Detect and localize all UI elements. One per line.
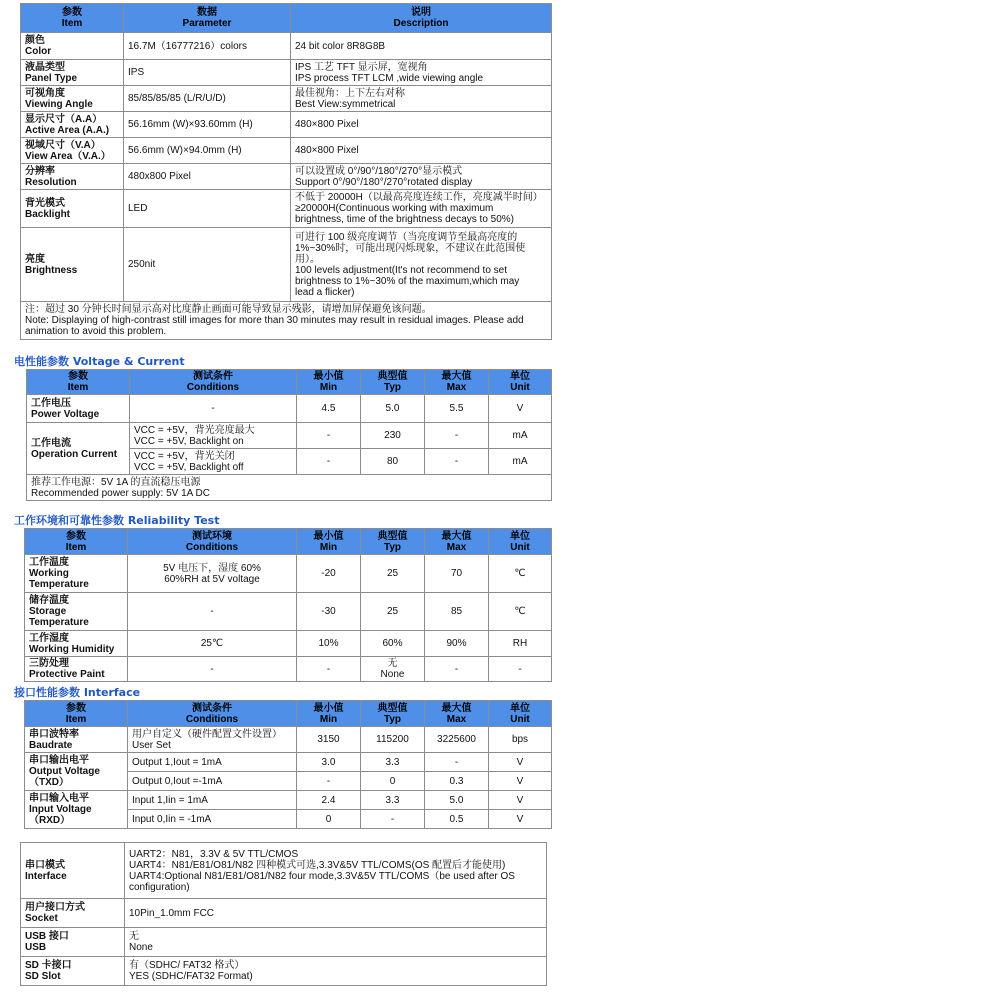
header-item: 参数 Item	[27, 370, 130, 395]
cell-cond: 25℃	[128, 631, 297, 657]
cell-max: -	[425, 423, 489, 449]
table-row	[21, 843, 547, 899]
cell-cond: VCC = +5V，背光亮度最大 VCC = +5V, Backlight on	[130, 423, 297, 449]
cell-cond: -	[130, 395, 297, 423]
cell-max: 70	[425, 555, 489, 593]
cell-unit: RH	[489, 631, 552, 657]
cell-unit: mA	[489, 423, 552, 449]
row-param: 85/85/85/85 (L/R/U/D)	[124, 86, 291, 112]
cell-unit: -	[489, 657, 552, 682]
row-label: 串口输出电平 Output Voltage （TXD）	[25, 753, 128, 791]
table-row	[21, 928, 547, 957]
header-typ: 典型值 Typ	[361, 529, 425, 555]
cell-cond: Output 1,Iout = 1mA	[128, 753, 297, 772]
cell-max: 3225600	[425, 727, 489, 753]
table-row	[25, 727, 552, 753]
row-label: 背光模式 Backlight	[21, 190, 124, 228]
row-label: 颜色 Color	[21, 33, 124, 60]
cell-min: -20	[297, 555, 361, 593]
header-description: 说明 Description	[291, 4, 552, 33]
display-note: 注：超过 30 分钟长时间显示高对比度静止画面可能导致显示残影，请增加屏保避免该问题。 Note: Displaying of high-contrast still images for more than 30 minutes may result in residual images. Please add animation to avoid this problem.	[21, 302, 552, 340]
table-row	[21, 190, 552, 228]
interface-section-title: 接口性能参数 Interface	[14, 686, 141, 699]
row-desc: 480×800 Pixel	[291, 138, 552, 164]
row-label: 串口输入电平 Input Voltage （RXD）	[25, 791, 128, 829]
row-param: 56.16mm (W)×93.60mm (H)	[124, 112, 291, 138]
cell-typ: 0	[361, 772, 425, 791]
row-param: 16.7M（16777216）colors	[124, 33, 291, 60]
voltage-table-header	[27, 370, 552, 395]
cell-typ: 3.3	[361, 753, 425, 772]
header-unit: 单位 Unit	[489, 370, 552, 395]
cell-cond: Input 1,Iin = 1mA	[128, 791, 297, 810]
row-label: 工作电压 Power Voltage	[27, 395, 130, 423]
row-desc: 可进行 100 级亮度调节（当亮度调节至最高亮度的 1%~30%时，可能出现闪烁现象，不建议在此范围使 用）。 100 levels adjustment(It's not recommend to set brightness to 1%~30% of the maximum,which may lead a flicker)	[291, 228, 552, 302]
cell-max: -	[425, 449, 489, 475]
header-item: 参数 Item	[25, 701, 128, 727]
header-unit: 单位 Unit	[489, 701, 552, 727]
table-row	[21, 60, 552, 86]
cell-unit: mA	[489, 449, 552, 475]
cell-typ: 无 None	[361, 657, 425, 682]
header-conditions: 测试环境 Conditions	[128, 529, 297, 555]
table-row	[25, 753, 552, 772]
row-param: 480x800 Pixel	[124, 164, 291, 190]
header-typ: 典型值 Typ	[361, 370, 425, 395]
cell-typ: 60%	[361, 631, 425, 657]
row-label: 液晶类型 Panel Type	[21, 60, 124, 86]
cell-typ: 25	[361, 593, 425, 631]
cell-cond: VCC = +5V，背光关闭 VCC = +5V, Backlight off	[130, 449, 297, 475]
header-max: 最大值 Max	[425, 529, 489, 555]
cell-typ: 25	[361, 555, 425, 593]
cell-unit: ℃	[489, 555, 552, 593]
row-desc: 480×800 Pixel	[291, 112, 552, 138]
cell-typ: -	[361, 810, 425, 829]
cell-unit: V	[489, 791, 552, 810]
cell-typ: 230	[361, 423, 425, 449]
row-desc: 不低于 20000H（以最高亮度连续工作，亮度减半时间） ≥20000H(Continuous working with maximum brightness, time of the brightness decays to 50%)	[291, 190, 552, 228]
cell-typ: 80	[361, 449, 425, 475]
cell-max: -	[425, 657, 489, 682]
header-max: 最大值 Max	[425, 370, 489, 395]
table-row	[25, 657, 552, 682]
row-desc: IPS 工艺 TFT 显示屏，宽视角 IPS process TFT LCM ,wide viewing angle	[291, 60, 552, 86]
table-row	[21, 899, 547, 928]
cell-min: -30	[297, 593, 361, 631]
cell-value: UART2：N81，3.3V & 5V TTL/CMOS UART4：N81/E81/O81/N82 四种模式可选,3.3V&5V TTL/COMS(OS 配置后才能使用) UART4:Optional N81/E81/O81/N82 four mode,3.3V&5V TTL/COMS（be used after OS configuration)	[125, 843, 547, 899]
row-label: 工作电流 Operation Current	[27, 423, 130, 475]
cell-max: 85	[425, 593, 489, 631]
row-param: 250nit	[124, 228, 291, 302]
misc-interface-table	[20, 842, 547, 986]
table-note-row	[21, 302, 552, 340]
header-typ: 典型值 Typ	[361, 701, 425, 727]
table-row	[21, 33, 552, 60]
cell-min: 0	[297, 810, 361, 829]
cell-min: 10%	[297, 631, 361, 657]
cell-unit: V	[489, 395, 552, 423]
row-param: 56.6mm (W)×94.0mm (H)	[124, 138, 291, 164]
table-row	[27, 395, 552, 423]
table-row	[21, 957, 547, 986]
cell-max: 5.5	[425, 395, 489, 423]
row-label: 工作温度 Working Temperature	[25, 555, 128, 593]
cell-cond: Output 0,Iout =-1mA	[128, 772, 297, 791]
header-parameter: 数据 Parameter	[124, 4, 291, 33]
voltage-note: 推荐工作电源：5V 1A 的直流稳压电源 Recommended power supply: 5V 1A DC	[27, 475, 552, 501]
header-item: 参数 Item	[25, 529, 128, 555]
cell-min: 2.4	[297, 791, 361, 810]
row-label: 亮度 Brightness	[21, 228, 124, 302]
cell-unit: bps	[489, 727, 552, 753]
cell-cond: -	[128, 657, 297, 682]
reliability-table-header	[25, 529, 552, 555]
cell-value: 10Pin_1.0mm FCC	[125, 899, 547, 928]
interface-table	[24, 700, 552, 829]
display-spec-table	[20, 3, 552, 340]
header-unit: 单位 Unit	[489, 529, 552, 555]
cell-cond: 用户自定义（硬件配置文件设置） User Set	[128, 727, 297, 753]
row-label: 分辨率 Resolution	[21, 164, 124, 190]
row-label: 工作湿度 Working Humidity	[25, 631, 128, 657]
header-item: 参数 Item	[21, 4, 124, 33]
cell-min: -	[297, 449, 361, 475]
row-label: 可视角度 Viewing Angle	[21, 86, 124, 112]
cell-value: 有（SDHC/ FAT32 格式） YES (SDHC/FAT32 Format)	[125, 957, 547, 986]
header-max: 最大值 Max	[425, 701, 489, 727]
header-min: 最小值 Min	[297, 701, 361, 727]
table-row	[25, 631, 552, 657]
row-label: SD 卡接口 SD Slot	[21, 957, 125, 986]
row-label: 三防处理 Protective Paint	[25, 657, 128, 682]
cell-max: 90%	[425, 631, 489, 657]
cell-max: 0.5	[425, 810, 489, 829]
row-desc: 24 bit color 8R8G8B	[291, 33, 552, 60]
row-desc: 最佳视角：上下左右对称 Best View:symmetrical	[291, 86, 552, 112]
row-label: 视域尺寸（V.A） View Area（V.A.）	[21, 138, 124, 164]
cell-max: -	[425, 753, 489, 772]
table-row	[25, 555, 552, 593]
cell-min: -	[297, 423, 361, 449]
cell-min: 4.5	[297, 395, 361, 423]
row-label: 储存温度 Storage Temperature	[25, 593, 128, 631]
table-row	[21, 228, 552, 302]
table-row	[25, 791, 552, 810]
table-row	[21, 164, 552, 190]
table-row	[21, 112, 552, 138]
table-row	[25, 593, 552, 631]
header-min: 最小值 Min	[297, 370, 361, 395]
cell-typ: 115200	[361, 727, 425, 753]
cell-max: 0.3	[425, 772, 489, 791]
cell-value: 无 None	[125, 928, 547, 957]
row-label: 串口模式 Interface	[21, 843, 125, 899]
row-label: 显示尺寸（A.A） Active Area (A.A.)	[21, 112, 124, 138]
cell-unit: ℃	[489, 593, 552, 631]
table-note-row	[27, 475, 552, 501]
voltage-section-title: 电性能参数 Voltage & Current	[14, 355, 185, 368]
cell-min: -	[297, 657, 361, 682]
row-label: USB 接口 USB	[21, 928, 125, 957]
reliability-table	[24, 528, 552, 682]
cell-unit: V	[489, 810, 552, 829]
display-table-header	[21, 4, 552, 33]
cell-cond: -	[128, 593, 297, 631]
cell-typ: 3.3	[361, 791, 425, 810]
cell-cond: 5V 电压下，湿度 60% 60%RH at 5V voltage	[128, 555, 297, 593]
row-label: 串口波特率 Baudrate	[25, 727, 128, 753]
row-label: 用户接口方式 Socket	[21, 899, 125, 928]
cell-min: 3.0	[297, 753, 361, 772]
row-desc: 可以设置成 0°/90°/180°/270°显示模式 Support 0°/90°/180°/270°rotated display	[291, 164, 552, 190]
interface-table-header	[25, 701, 552, 727]
cell-unit: V	[489, 753, 552, 772]
header-conditions: 测试条件 Conditions	[128, 701, 297, 727]
header-min: 最小值 Min	[297, 529, 361, 555]
reliability-section-title: 工作环境和可靠性参数 Reliability Test	[14, 514, 220, 527]
table-row	[21, 138, 552, 164]
cell-min: 3150	[297, 727, 361, 753]
cell-cond: Input 0,Iin = -1mA	[128, 810, 297, 829]
cell-unit: V	[489, 772, 552, 791]
cell-min: -	[297, 772, 361, 791]
row-param: LED	[124, 190, 291, 228]
header-conditions: 测试条件 Conditions	[130, 370, 297, 395]
cell-max: 5.0	[425, 791, 489, 810]
table-row	[27, 423, 552, 449]
voltage-table	[26, 369, 552, 501]
cell-typ: 5.0	[361, 395, 425, 423]
row-param: IPS	[124, 60, 291, 86]
table-row	[21, 86, 552, 112]
